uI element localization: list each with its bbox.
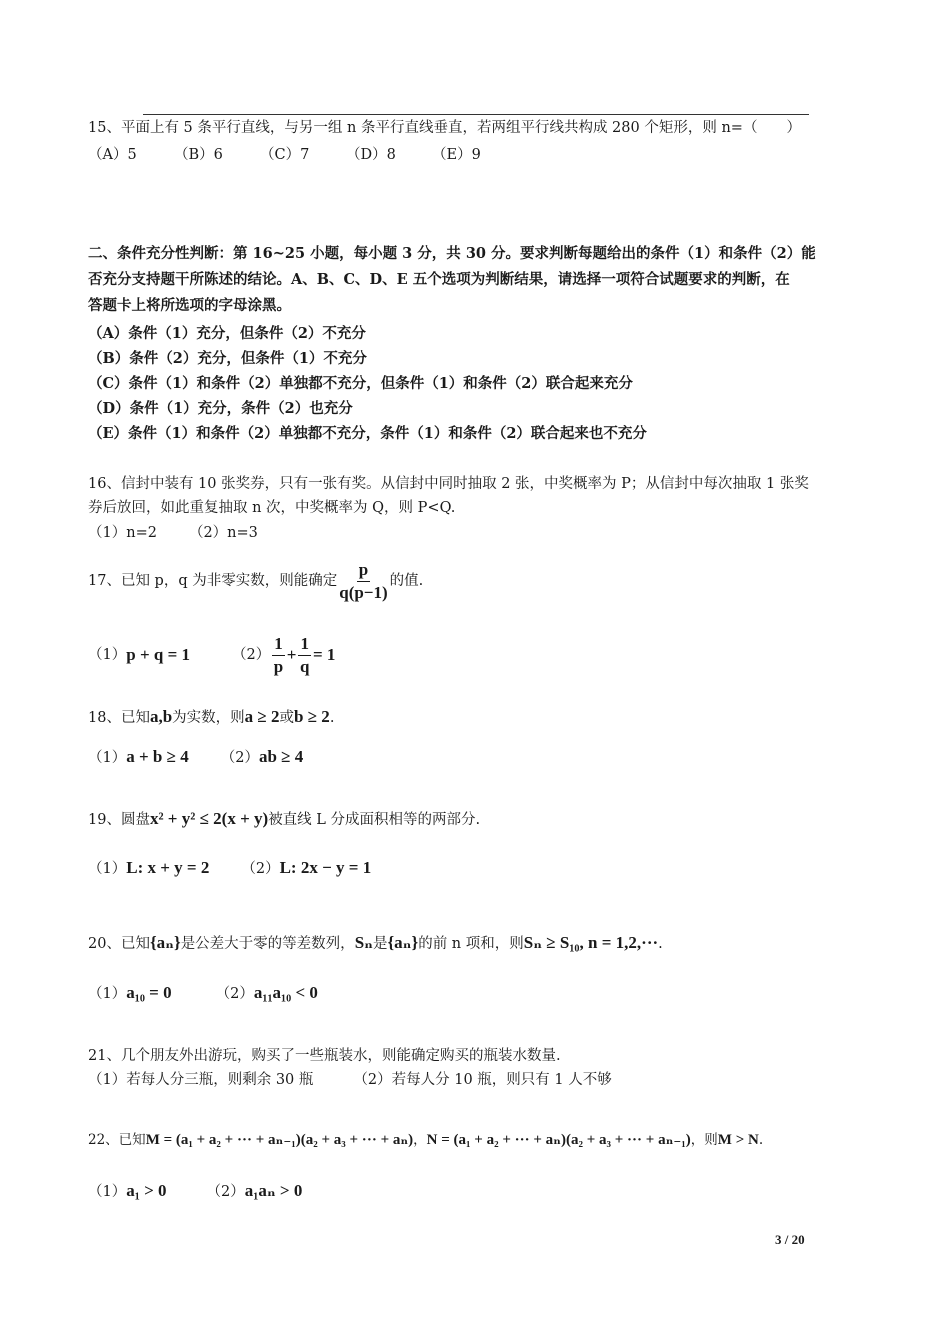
q17-condition-1-math: p + q = 1 xyxy=(126,645,191,664)
q22-stem-math-m: M = (a₁ + a₂ + ··· + aₙ₋₁)(a₂ + a₃ + ··· + aₙ) xyxy=(145,1132,414,1148)
q20-stem-math2: Sₙ xyxy=(354,933,373,952)
q17-fraction-denominator: q(p−1) xyxy=(339,582,388,602)
q19-condition-1-math: L: x + y = 2 xyxy=(126,858,210,877)
q22-stem-text1: ，则 xyxy=(690,1132,718,1148)
q15-options xyxy=(88,145,481,165)
q16-condition-2: （2）n=3 xyxy=(188,525,258,541)
q22-condition-2-label: （2） xyxy=(206,1184,245,1200)
q15-option-e: （E）9 xyxy=(432,147,481,163)
q22-stem-sep: ， xyxy=(413,1132,427,1148)
q20-stem-text3: 的前 n 项和，则 xyxy=(418,936,524,952)
q17-condition-2-frac2 xyxy=(298,633,311,678)
q18-stem-mid: 为实数，则 xyxy=(172,710,245,726)
q19-condition-1-label: （1） xyxy=(88,861,127,877)
q18-stem-var: a,b xyxy=(149,707,173,726)
q15-option-b: （B）6 xyxy=(174,147,223,163)
section2-choice-a: （A）条件（1）充分，但条件（2）不充分 xyxy=(88,325,366,342)
page-number: 3 / 20 xyxy=(775,1232,805,1247)
q17-c2-frac2-num: 1 xyxy=(298,633,311,656)
q22-stem-math-compare: M > N xyxy=(717,1132,759,1148)
q20-stem xyxy=(88,933,663,954)
q17-stem xyxy=(88,558,423,604)
q18-stem xyxy=(88,707,334,728)
q22-stem-math-n: N = (a₁ + a₂ + ··· + aₙ)(a₂ + a₃ + ··· + aₙ₋₁) xyxy=(426,1132,691,1148)
q20-stem-math4: Sₙ ≥ S₁₀, n = 1,2,··· xyxy=(523,933,659,952)
q16-condition-1: （1）n=2 xyxy=(88,525,157,541)
q21-conditions xyxy=(88,1070,612,1090)
q20-stem-text1: 是公差大于零的等差数列， xyxy=(180,936,355,952)
q17-fraction xyxy=(339,559,387,604)
q17-stem-pre: 17、已知 p，q 为非零实数，则能确定 xyxy=(88,573,338,589)
q19-stem-post: 被直线 L 分成面积相等的两部分. xyxy=(268,812,481,828)
q20-condition-1-math: a₁₀ = 0 xyxy=(126,983,172,1002)
q19-condition-2-label: （2） xyxy=(241,861,280,877)
q18-condition-2-label: （2） xyxy=(220,750,259,766)
section2-choice-d: （D）条件（1）充分，条件（2）也充分 xyxy=(88,400,353,417)
q21-condition-2: （2）若每人分 10 瓶，则只有 1 人不够 xyxy=(353,1072,612,1088)
q22-stem xyxy=(88,1130,763,1150)
section2-intro-line2: 否充分支持题干所陈述的结论。A、B、C、D、E 五个选项为判断结果，请选择一项符合试题要求的判断，在 xyxy=(88,271,790,288)
q20-stem-math1: {aₙ} xyxy=(149,933,181,952)
q18-stem-math2: b ≥ 2 xyxy=(294,707,330,726)
q22-condition-2-math: a₁aₙ > 0 xyxy=(244,1181,303,1200)
q20-stem-math3: {aₙ} xyxy=(387,933,419,952)
q17-condition-2-plus: + xyxy=(286,645,297,664)
q16-stem-line1: 16、信封中装有 10 张奖券，只有一张有奖。从信封中同时抽取 2 张，中奖概率为 P；从信封中每次抽取 1 张奖 xyxy=(88,476,809,492)
q15-stem: 15、平面上有 5 条平行直线，与另一组 n 条平行直线垂直，若两组平行线共构成 280 个矩形，则 n=（ ） xyxy=(88,120,801,136)
header-rule xyxy=(143,114,809,115)
q18-stem-or: 或 xyxy=(279,710,295,726)
q18-condition-1-math: a + b ≥ 4 xyxy=(126,747,189,766)
q17-c2-frac2-den: q xyxy=(299,656,310,676)
q17-conditions xyxy=(88,632,335,678)
q22-stem-pre: 22、已知 xyxy=(88,1132,146,1148)
q20-conditions xyxy=(88,983,318,1004)
q17-c2-frac1-num: 1 xyxy=(272,633,285,656)
q22-condition-1-math: a₁ > 0 xyxy=(126,1181,167,1200)
q17-condition-2-eq: = 1 xyxy=(312,645,336,664)
q22-stem-text2: . xyxy=(758,1132,764,1148)
q20-condition-2-math: a₁₁a₁₀ < 0 xyxy=(253,983,318,1002)
q20-condition-2-label: （2） xyxy=(215,986,254,1002)
q15-option-c: （C）7 xyxy=(260,147,310,163)
q20-stem-text4: . xyxy=(658,936,663,952)
q17-condition-2-frac1 xyxy=(272,633,285,678)
q20-condition-1-label: （1） xyxy=(88,986,127,1002)
q21-condition-1: （1）若每人分三瓶，则剩余 30 瓶 xyxy=(88,1072,314,1088)
q20-stem-text2: 是 xyxy=(372,936,388,952)
q19-stem-math: x² + y² ≤ 2(x + y) xyxy=(149,809,269,828)
q18-stem-pre: 18、已知 xyxy=(88,710,150,726)
q20-stem-pre: 20、已知 xyxy=(88,936,150,952)
q17-c2-frac1-den: p xyxy=(273,656,284,676)
section2-choice-b: （B）条件（2）充分，但条件（1）不充分 xyxy=(88,350,367,367)
q15-option-a: （A）5 xyxy=(88,147,137,163)
q16-stem-line2: 券后放回，如此重复抽取 n 次，中奖概率为 Q，则 P<Q. xyxy=(88,500,456,516)
q19-conditions xyxy=(88,858,371,879)
q19-condition-2-math: L: 2x − y = 1 xyxy=(279,858,372,877)
q18-conditions xyxy=(88,747,303,768)
q22-condition-1-label: （1） xyxy=(88,1184,127,1200)
q17-stem-post: 的值. xyxy=(389,573,424,589)
q17-condition-2-label: （2） xyxy=(232,647,271,663)
section2-intro-line3: 答题卡上将所选项的字母涂黑。 xyxy=(88,297,291,314)
q18-condition-2-math: ab ≥ 4 xyxy=(258,747,304,766)
q22-conditions xyxy=(88,1181,302,1202)
q15-option-d: （D）8 xyxy=(346,147,396,163)
q17-condition-1-label: （1） xyxy=(88,647,127,663)
q19-stem-pre: 19、圆盘 xyxy=(88,812,150,828)
q21-stem: 21、几个朋友外出游玩，购买了一些瓶装水，则能确定购买的瓶装水数量. xyxy=(88,1048,561,1064)
q17-fraction-numerator: p xyxy=(357,559,370,582)
section2-choice-e: （E）条件（1）和条件（2）单独都不充分，条件（1）和条件（2）联合起来也不充分 xyxy=(88,425,647,442)
section2-choice-c: （C）条件（1）和条件（2）单独都不充分，但条件（1）和条件（2）联合起来充分 xyxy=(88,375,633,392)
section2-intro-line1: 二、条件充分性判断：第 16~25 小题，每小题 3 分，共 30 分。要求判断每题给出的条件（1）和条件（2）能 xyxy=(88,245,816,262)
q16-conditions xyxy=(88,523,258,543)
q19-stem xyxy=(88,809,480,830)
q18-stem-math1: a ≥ 2 xyxy=(244,707,280,726)
q18-condition-1-label: （1） xyxy=(88,750,127,766)
q18-stem-end: . xyxy=(329,710,335,726)
